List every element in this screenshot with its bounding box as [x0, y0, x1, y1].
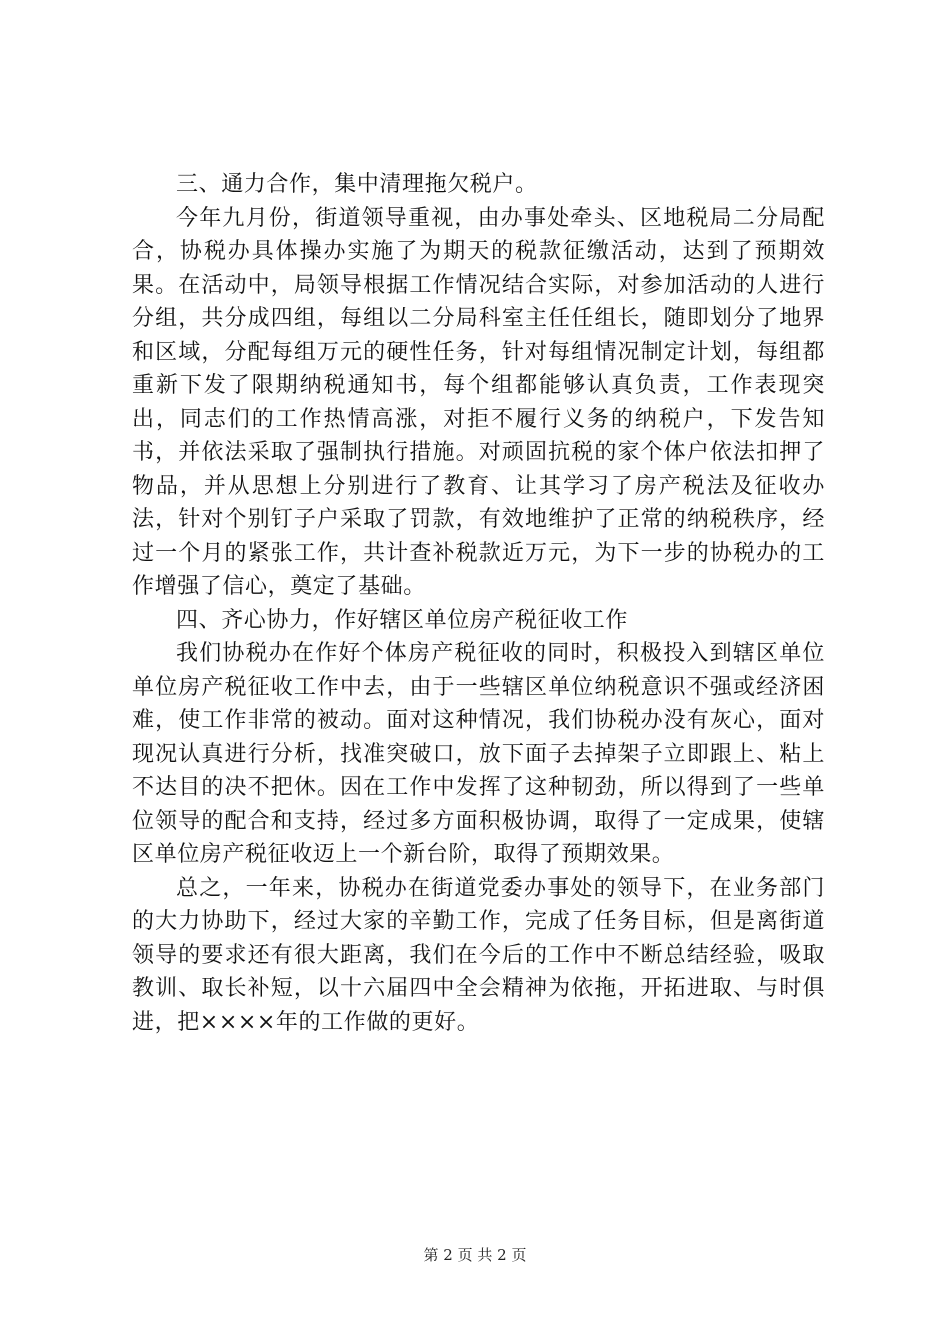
section-heading-3: 三、通力合作，集中清理拖欠税户。 [176, 172, 538, 197]
page-number-footer: 第 2 页 共 2 页 [423, 1246, 527, 1264]
paragraph-unit-property-tax: 我们协税办在作好个体房产税征收的同时，积极投入到辖区单位单位房产税征收工作中去，由于一些辖区单位纳税意识不强或经济困难，使工作非常的被动。面对这种情况，我们协税办没有灰心，面对现况认真进行分析，找准突破口，放下面子去掉架子立即跟上、粘上不达目的决不把休。因在工作中发挥了这种韧劲，所以得到了一些单位领导的配合和支持，经过多方面积极协调，取得了一定成果，使辖区单位房产税征收迈上一个新台阶，取得了预期效果。 [132, 641, 825, 867]
paragraph-summary: 总之，一年来，协税办在街道党委办事处的领导下，在业务部门的大力协助下，经过大家的辛勤工作，完成了任务目标，但是离街道领导的要求还有很大距离，我们在今后的工作中不断总结经验，吸取教训、取长补短，以十六届四中全会精神为依拖，开拓进取、与时俱进，把××××年的工作做的更好。 [132, 875, 825, 1035]
paragraph-collection-campaign: 今年九月份，街道领导重视，由办事处牵头、区地税局二分局配合，协税办具体操办实施了为期天的税款征缴活动，达到了预期效果。在活动中，局领导根据工作情况结合实际，对参加活动的人进行分组，共分成四组，每组以二分局科室主任任组长，随即划分了地界和区域，分配每组万元的硬性任务，针对每组情况制定计划，每组都重新下发了限期纳税通知书，每个组都能够认真负责，工作表现突出，同志们的工作热情高涨，对拒不履行义务的纳税户，下发告知书，并依法采取了强制执行措施。对顽固抗税的家个体户依法扣押了物品，并从思想上分别进行了教育、让其学习了房产税法及征收办法，针对个别钉子户采取了罚款，有效地维护了正常的纳税秩序，经过一个月的紧张工作，共计查补税款近万元，为下一步的协税办的工作增强了信心，奠定了基础。 [132, 205, 825, 599]
document-body [132, 168, 825, 1039]
section-heading-4: 四、齐心协力，作好辖区单位房产税征收工作 [176, 607, 629, 633]
